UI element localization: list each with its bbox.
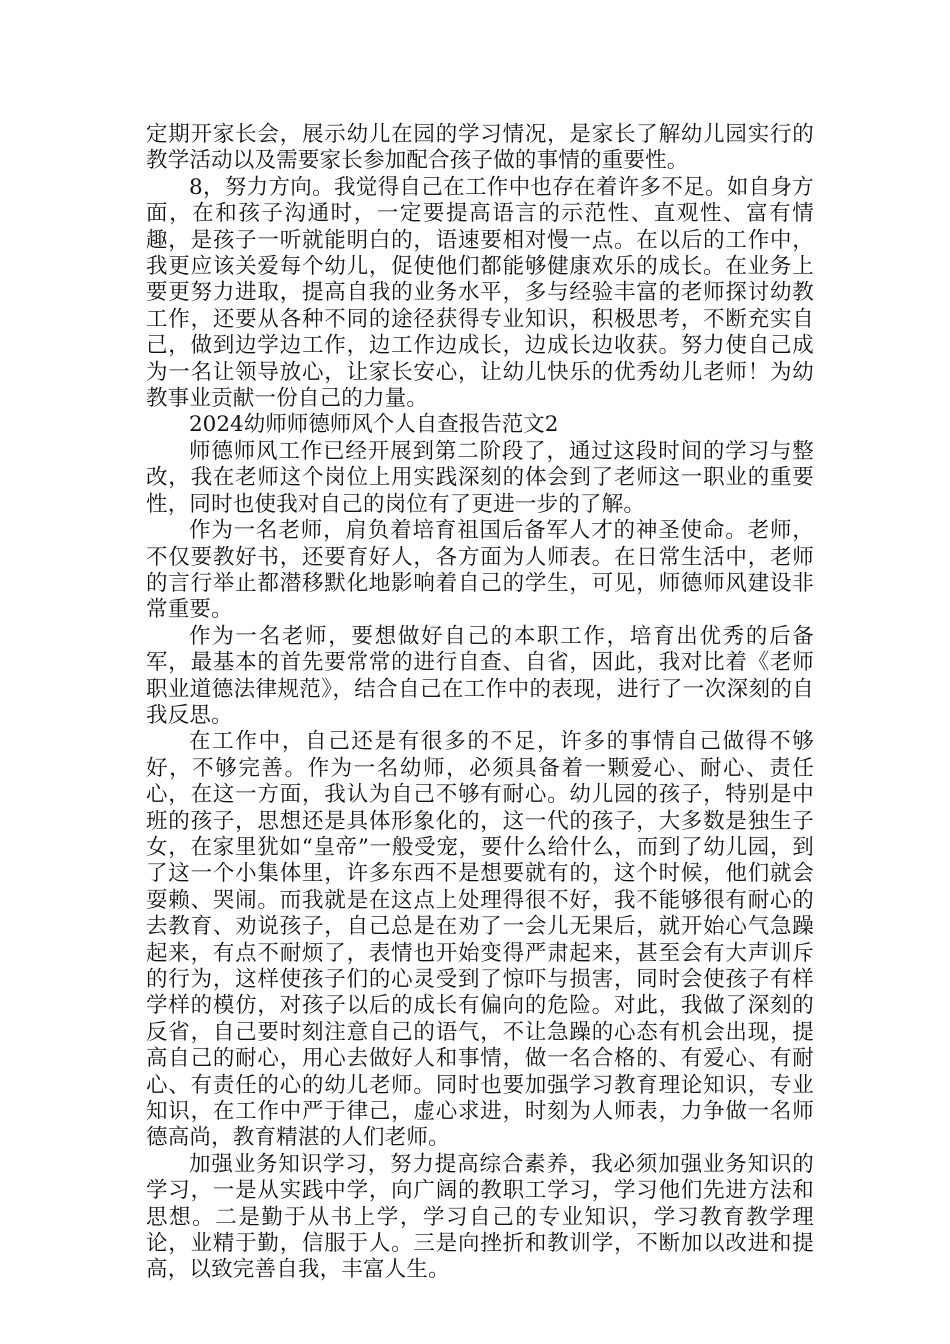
paragraph-study: 加强业务知识学习，努力提高综合素养，我必须加强业务知识的学习，一是从实践中学，向广阔的教职工学习，学习他们先进方法和思想。二是勤于从书上学，学习自己的专业知识，学习教育教学理论，业精于勤，信服于人。三是向挫折和教训学，不断加以改进和提高，以致完善自我，丰富人生。 [146, 1151, 814, 1283]
paragraph-effort-direction: 8，努力方向。我觉得自己在工作中也存在着许多不足。如自身方面，在和孩子沟通时，一定要提高语言的示范性、直观性、富有情趣，是孩子一听就能明白的，语速要相对慢一点。在以后的工作中，我更应该关爱每个幼儿，促使他们都能够健康欢乐的成长。在业务上要更努力进取，提高自我的业务水平，多与经验丰富的老师探讨幼教工作，还要从各种不同的途径获得专业知识，积极思考，不断充实自己，做到边学边工作，边工作边成长，边成长边收获。努力使自己成为一名让领导放心，让家长安心，让幼儿快乐的优秀幼儿老师！为幼教事业贡献一份自己的力量。 [146, 174, 814, 412]
document-page [146, 122, 814, 1284]
paragraph-continued: 定期开家长会，展示幼儿在园的学习情况，是家长了解幼儿园实行的教学活动以及需要家长参加配合孩子做的事情的重要性。 [146, 122, 814, 174]
paragraph-teacher-mission: 作为一名老师，肩负着培育祖国后备军人才的神圣使命。老师，不仅要教好书，还要育好人，各方面为人师表。在日常生活中，老师的言行举止都潜移默化地影响着自己的学生，可见，师德师风建设非常重要。 [146, 518, 814, 623]
paragraph-self-check: 作为一名老师，要想做好自己的本职工作，培育出优秀的后备军，最基本的首先要常常的进行自查、自省，因此，我对比着《老师职业道德法律规范》，结合自己在工作中的表现，进行了一次深刻的自我反思。 [146, 623, 814, 728]
paragraph-intro: 师德师风工作已经开展到第二阶段了，通过这段时间的学习与整改，我在老师这个岗位上用实践深刻的体会到了老师这一职业的重要性，同时也使我对自己的岗位有了更进一步的了解。 [146, 438, 814, 517]
section-title: 2024幼师师德师风个人自查报告范文2 [189, 412, 559, 438]
paragraph-shortcomings: 在工作中，自己还是有很多的不足，许多的事情自己做得不够好，不够完善。作为一名幼师，必须具备着一颗爱心、耐心、责任心，在这一方面，我认为自己不够有耐心。幼儿园的孩子，特别是中班的孩子，思想还是具体形象化的，这一代的孩子，大多数是独生子女，在家里犹如“皇帝”一般受宠，要什么给什么，而到了幼儿园，到了这一个小集体里，许多东西不是想要就有的，这个时候，他们就会耍赖、哭闹。而我就是在这点上处理得很不好，我不能够很有耐心的去教育、劝说孩子，自己总是在劝了一会儿无果后，就开始心气急躁起来，有点不耐烦了，表情也开始变得严肃起来，甚至会有大声训斥的行为，这样使孩子们的心灵受到了惊吓与损害，同时会使孩子有样学样的模仿，对孩子以后的成长有偏向的危险。对此，我做了深刻的反省，自己要时刻注意自己的语气，不让急躁的心态有机会出现，提高自己的耐心，用心去做好人和事情，做一名合格的、有爱心、有耐心、有责任的心的幼儿老师。同时也要加强学习教育理论知识，专业知识，在工作中严于律己，虚心求进，时刻为人师表，力争做一名师德高尚，教育精湛的人们老师。 [146, 729, 814, 1151]
